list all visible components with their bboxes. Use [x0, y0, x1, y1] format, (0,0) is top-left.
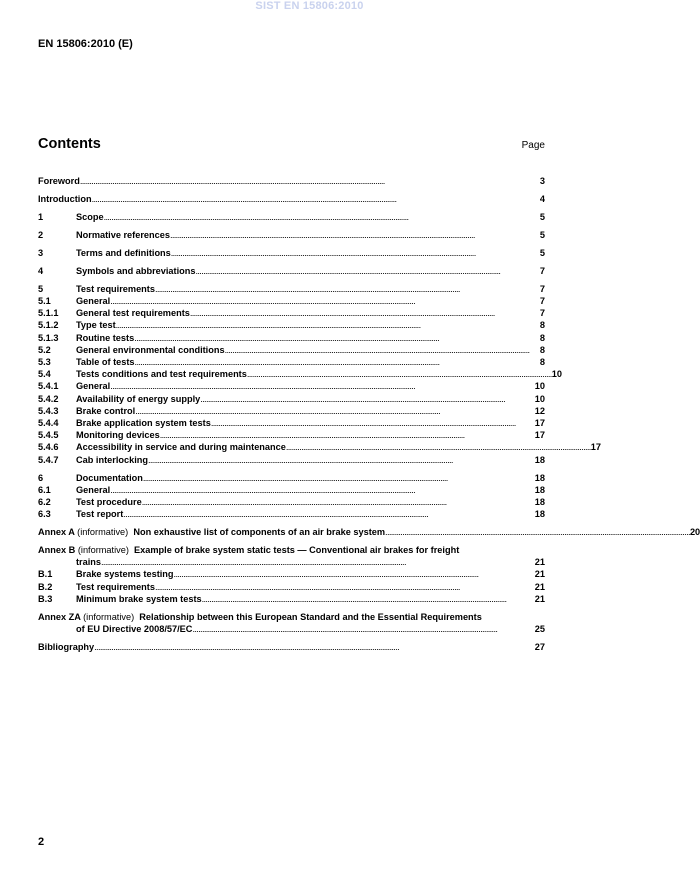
toc-page: 25 — [534, 623, 545, 634]
toc-title-cont: trains — [76, 557, 102, 568]
toc-title: General — [76, 381, 111, 392]
toc-page: 5 — [539, 247, 545, 258]
toc-title: Symbols and abbreviations — [76, 265, 196, 276]
toc-entry[interactable] — [38, 332, 545, 344]
toc-entry[interactable] — [38, 405, 545, 417]
toc-entry[interactable] — [38, 356, 545, 368]
toc-title: Brake systems testing — [76, 569, 174, 580]
toc-entry[interactable] — [38, 417, 545, 429]
toc-title: Accessibility in service and during maintenance — [76, 442, 286, 453]
toc-title: Test report — [76, 509, 124, 520]
toc-entry[interactable] — [38, 496, 545, 508]
toc-entry-annex-b-cont[interactable] — [38, 556, 545, 568]
toc-number: 3 — [38, 247, 44, 258]
annex-informative: (informative) — [77, 545, 129, 556]
toc-entry-annex-a[interactable] — [38, 526, 700, 538]
annex-label: Annex A — [38, 527, 75, 538]
toc-title: Bibliography — [38, 641, 95, 652]
toc-title: Test requirements — [76, 283, 155, 294]
toc-title: Availability of energy supply — [76, 393, 201, 404]
toc-entry[interactable] — [38, 295, 545, 307]
annex-label: Annex ZA — [38, 611, 81, 622]
toc-page: 12 — [534, 405, 545, 416]
toc-page: 8 — [539, 357, 545, 368]
toc-title: Tests conditions and test requirements — [76, 369, 247, 380]
toc-page: 5 — [539, 211, 545, 222]
toc-entry[interactable] — [38, 593, 545, 605]
toc-number: 2 — [38, 229, 44, 240]
toc-page: 5 — [539, 229, 545, 240]
toc-page: 7 — [539, 308, 545, 319]
toc-entry[interactable] — [38, 568, 545, 580]
watermark: SIST EN 15806:2010 — [255, 0, 364, 12]
toc-number: B.1 — [38, 569, 53, 580]
toc-entry-scope[interactable] — [38, 211, 545, 223]
toc-number: 5.4.3 — [38, 405, 59, 416]
toc-page: 7 — [539, 283, 545, 294]
toc-title: Normative references — [76, 229, 170, 240]
toc-page: 27 — [534, 641, 545, 652]
toc-title: Brake control — [76, 405, 136, 416]
toc-page: 17 — [534, 430, 545, 441]
toc-entry-annex-za-cont[interactable] — [38, 623, 545, 635]
toc-number: 5.4 — [38, 369, 51, 380]
toc-number: 6.3 — [38, 509, 51, 520]
toc-page: 3 — [539, 176, 545, 186]
toc-entry-terms[interactable] — [38, 247, 545, 259]
toc-title: General environmental conditions — [76, 344, 225, 355]
toc-title: Minimum brake system tests — [76, 593, 202, 604]
toc-number: 5.4.2 — [38, 393, 59, 404]
toc-entry-foreword[interactable] — [38, 175, 545, 187]
toc-entry[interactable] — [38, 454, 545, 466]
toc-entry[interactable] — [38, 368, 562, 380]
toc-entry-normative-references[interactable] — [38, 229, 545, 241]
toc-number: 5 — [38, 283, 44, 294]
toc-entry-symbols[interactable] — [38, 265, 545, 277]
toc-title: Monitoring devices — [76, 430, 160, 441]
toc-entry[interactable] — [38, 508, 545, 520]
toc-page: 8 — [539, 332, 545, 343]
toc-page: 8 — [539, 344, 545, 355]
contents-title: Contents — [38, 136, 101, 152]
toc-entry[interactable] — [38, 319, 545, 331]
toc-number: B.3 — [38, 593, 53, 604]
toc-entry[interactable] — [38, 344, 545, 356]
toc-entry-annex-b[interactable] — [38, 544, 545, 556]
toc-title: Brake application system tests — [76, 417, 211, 428]
toc-page: 7 — [539, 265, 545, 276]
toc-title: General — [76, 484, 111, 495]
table-of-contents — [38, 175, 700, 653]
toc-title: Scope — [76, 211, 104, 222]
toc-title: Table of tests — [76, 357, 135, 368]
page-number: 2 — [38, 836, 45, 848]
toc-entry-documentation[interactable] — [38, 472, 545, 484]
toc-title: Test requirements — [76, 581, 155, 592]
toc-entry-bibliography[interactable] — [38, 641, 545, 653]
toc-page: 7 — [539, 296, 545, 307]
annex-informative: (informative) — [83, 611, 135, 622]
toc-entry[interactable] — [38, 581, 545, 593]
toc-number: 4 — [38, 265, 44, 276]
toc-number: 5.4.5 — [38, 430, 59, 441]
toc-title: Example of brake system static tests — Conventional air brakes for freight — [134, 545, 460, 556]
toc-page: 18 — [534, 509, 545, 520]
toc-page: 10 — [534, 381, 545, 392]
page-column-label: Page — [521, 140, 545, 151]
toc-entry[interactable] — [38, 429, 545, 441]
toc-number: 6.1 — [38, 484, 51, 495]
toc-page: 10 — [534, 393, 545, 404]
toc-title: Routine tests — [76, 332, 135, 343]
toc-title: General test requirements — [76, 308, 190, 319]
annex-informative: (informative) — [77, 527, 129, 538]
toc-page: 18 — [534, 496, 545, 507]
toc-entry[interactable] — [38, 380, 545, 392]
toc-page: 4 — [539, 193, 545, 204]
annex-label: Annex B — [38, 545, 76, 556]
toc-entry[interactable] — [38, 441, 601, 453]
toc-page: 17 — [534, 417, 545, 428]
toc-number: 5.1.1 — [38, 308, 59, 319]
toc-number: 5.4.7 — [38, 454, 59, 465]
toc-title: Documentation — [76, 472, 143, 483]
toc-number: 5.4.4 — [38, 417, 59, 428]
document-id: EN 15806:2010 (E) — [38, 38, 133, 50]
toc-page: 18 — [534, 484, 545, 495]
toc-number: 6.2 — [38, 496, 51, 507]
toc-title: Introduction — [38, 193, 92, 204]
toc-title: Cab interlocking — [76, 454, 148, 465]
toc-page: 21 — [534, 593, 545, 604]
toc-page: 21 — [534, 557, 545, 568]
toc-entry-introduction[interactable] — [38, 193, 545, 205]
toc-entry-test-requirements[interactable] — [38, 283, 545, 295]
toc-number: 5.1 — [38, 296, 51, 307]
toc-entry-annex-za[interactable] — [38, 611, 545, 623]
toc-entry[interactable] — [38, 393, 545, 405]
toc-page: 10 — [551, 369, 562, 380]
toc-number: 5.4.6 — [38, 442, 59, 453]
toc-number: 1 — [38, 211, 44, 222]
toc-title: Relationship between this European Standard and the Essential Requirements — [139, 611, 482, 622]
toc-number: B.2 — [38, 581, 53, 592]
toc-page: 8 — [539, 320, 545, 331]
toc-page: 18 — [534, 454, 545, 465]
toc-number: 5.3 — [38, 357, 51, 368]
toc-title: Test procedure — [76, 496, 142, 507]
toc-entry[interactable] — [38, 484, 545, 496]
toc-number: 5.1.3 — [38, 332, 59, 343]
toc-entry[interactable] — [38, 307, 545, 319]
toc-page: 20 — [689, 527, 700, 538]
toc-number: 5.2 — [38, 344, 51, 355]
toc-title-cont: of EU Directive 2008/57/EC — [76, 623, 193, 634]
toc-page: 21 — [534, 569, 545, 580]
toc-page: 21 — [534, 581, 545, 592]
toc-title: Type test — [76, 320, 116, 331]
toc-page: 17 — [590, 442, 601, 453]
toc-number: 5.4.1 — [38, 381, 59, 392]
toc-title: Terms and definitions — [76, 247, 171, 258]
toc-page: 18 — [534, 472, 545, 483]
toc-title: Foreword — [38, 176, 80, 186]
toc-title: Non exhaustive list of components of an air brake system — [133, 527, 386, 538]
toc-number: 6 — [38, 472, 44, 483]
toc-number: 5.1.2 — [38, 320, 59, 331]
toc-title: General — [76, 296, 111, 307]
